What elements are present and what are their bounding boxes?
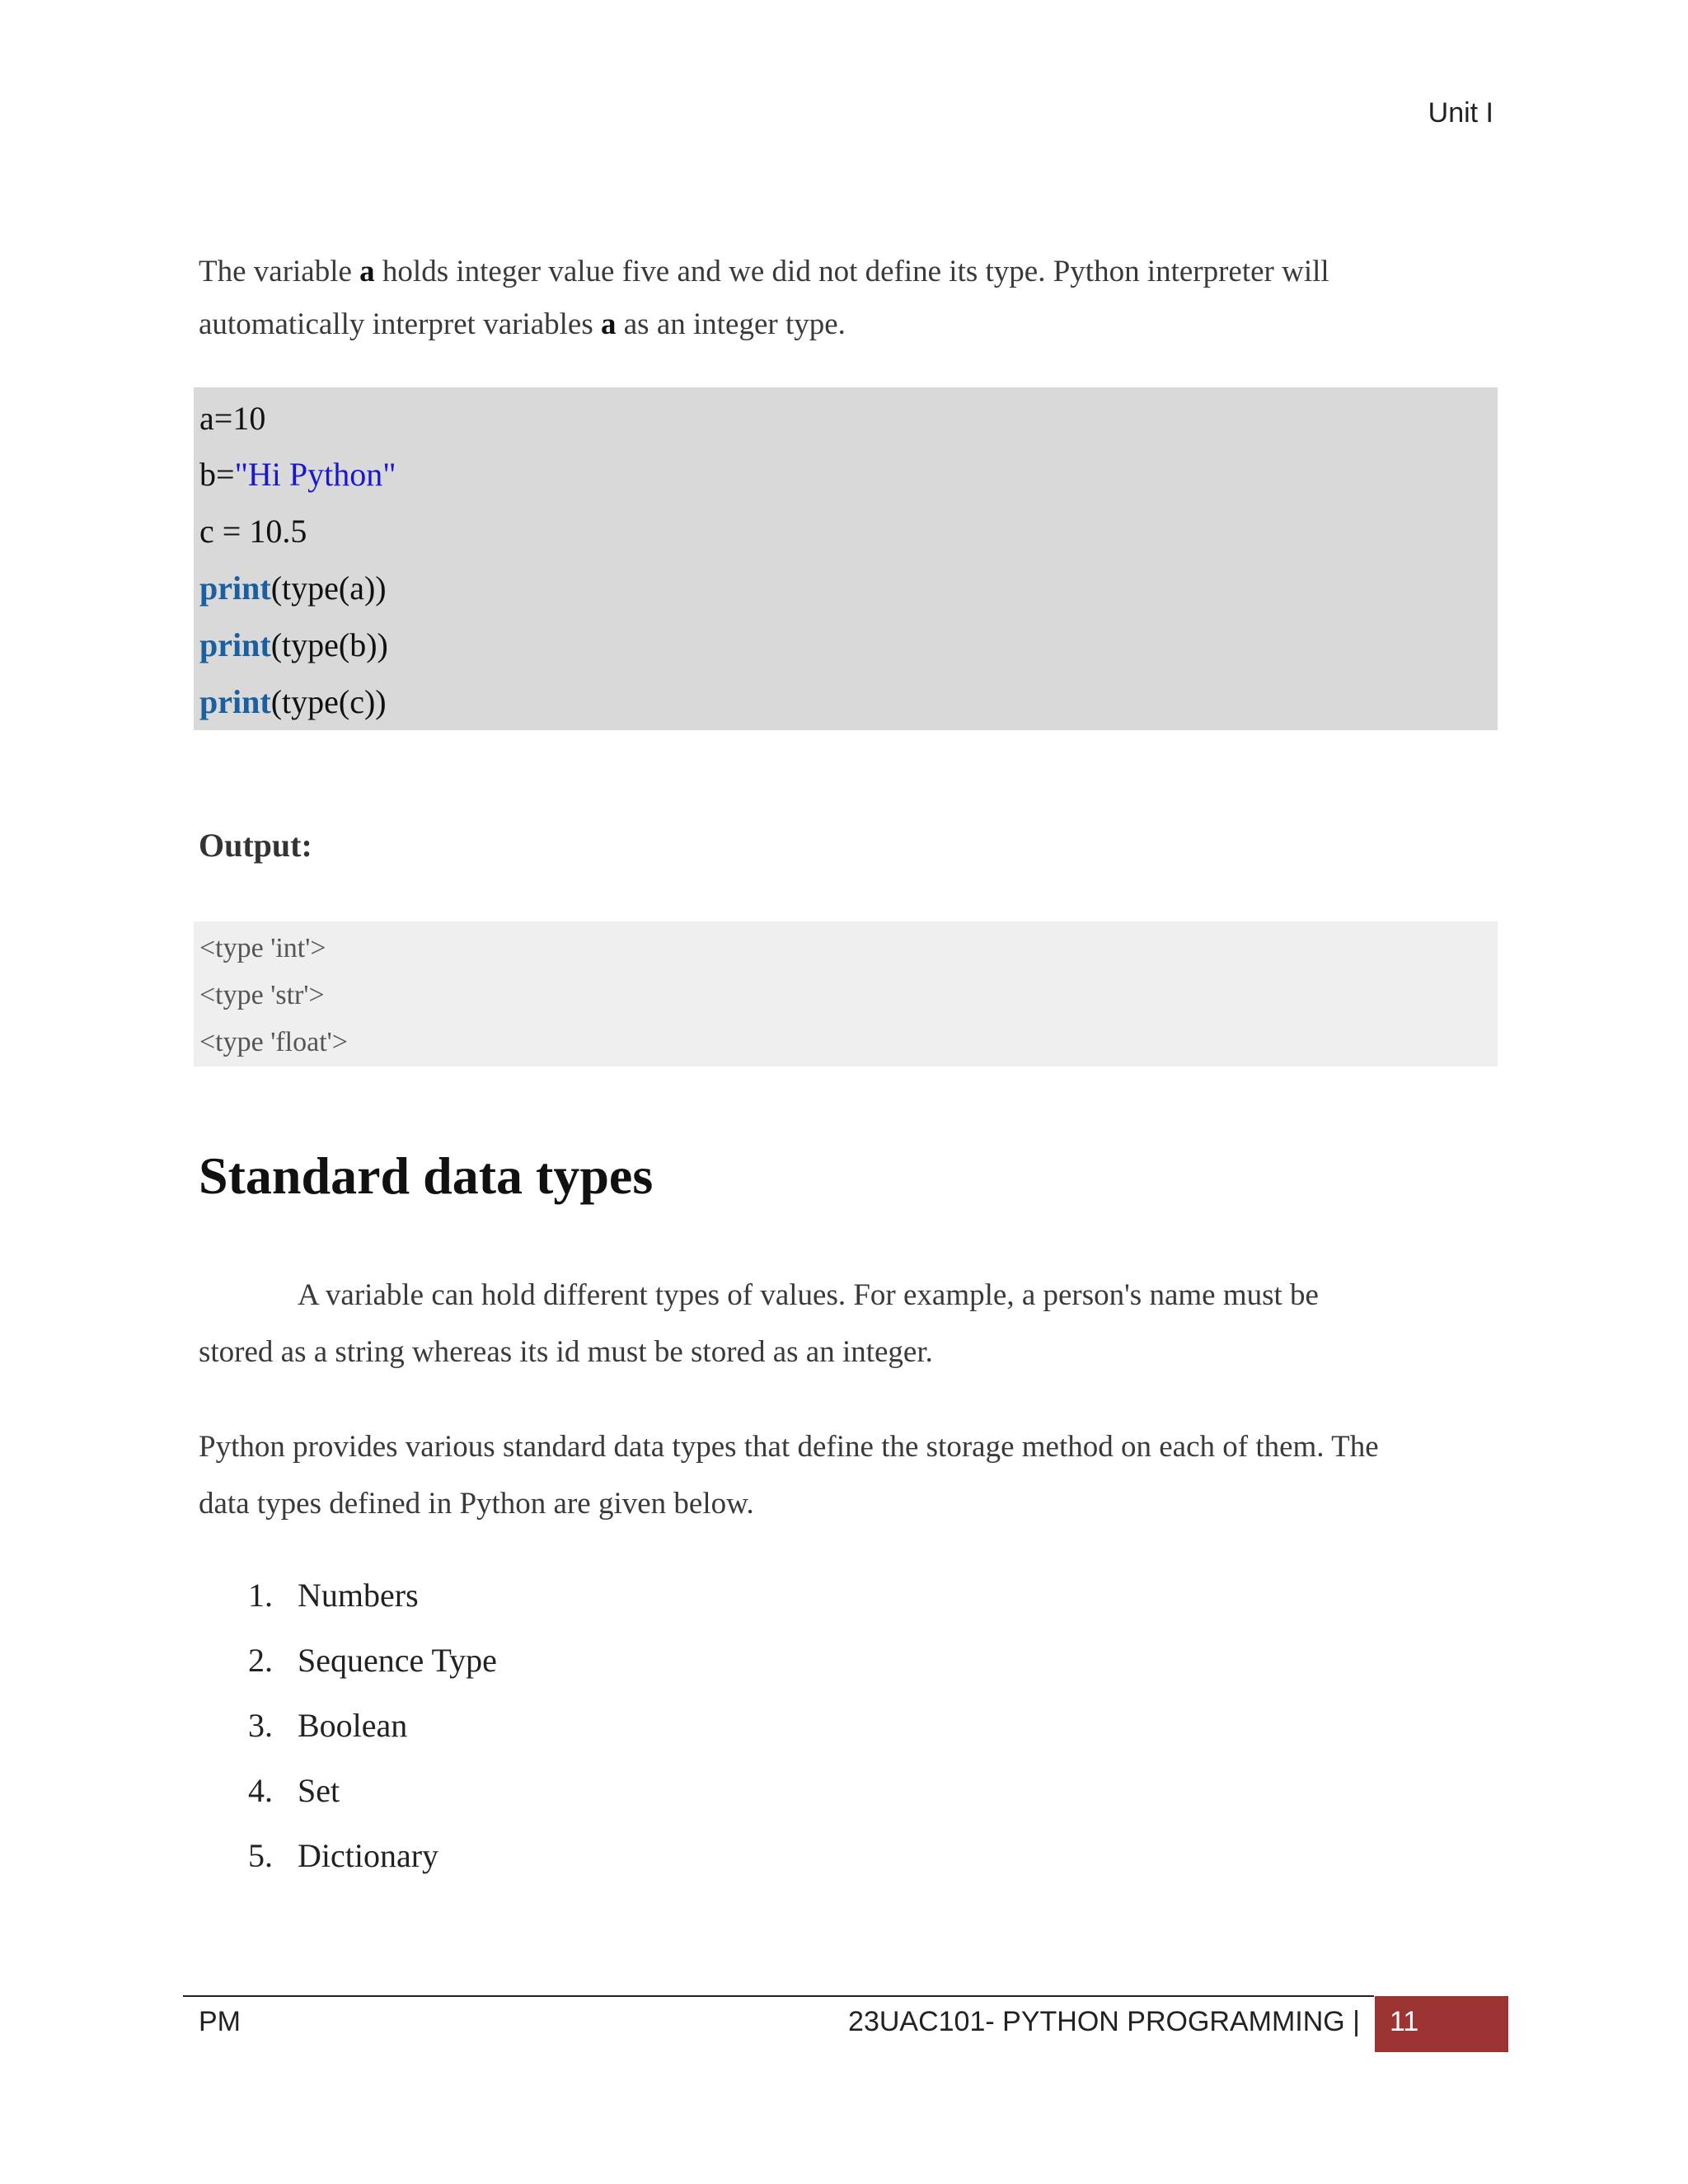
code-args-c: (type(c)): [270, 683, 387, 720]
section-title: Standard data types: [199, 1146, 654, 1205]
page-number-badge: [1375, 1996, 1508, 2052]
code-line-2: [199, 455, 396, 494]
intro-line-1: [199, 246, 1501, 298]
list-item-number: 2.: [248, 1642, 273, 1679]
print-keyword: print: [199, 626, 271, 663]
footer-divider: [183, 1995, 1374, 1997]
footer-author: PM: [199, 2006, 241, 2037]
code-args-a: (type(a)): [270, 569, 387, 607]
output-line: <type 'int'>: [199, 933, 326, 963]
list-item-label: Sequence Type: [298, 1642, 497, 1679]
footer-course-title: 23UAC101- PYTHON PROGRAMMING |: [848, 2006, 1360, 2037]
section-para-2-line-1: Python provides various standard data types that define the storage method on each of them. The: [199, 1430, 1379, 1464]
list-item-number: 5.: [248, 1837, 273, 1874]
code-line-5: [199, 626, 388, 664]
code-args-b: (type(b)): [270, 626, 388, 663]
output-line: <type 'float'>: [199, 1027, 348, 1057]
output-label: Output:: [199, 827, 312, 864]
list-item-label: Set: [298, 1772, 340, 1809]
section-para-1-line-1: A variable can hold different types of values. For example, a person's name must be: [298, 1278, 1319, 1312]
intro-line-2-post: as an integer type.: [616, 307, 846, 341]
section-para-2-line-2: data types defined in Python are given below.: [199, 1487, 754, 1521]
header-unit-label: Unit I: [1428, 97, 1493, 129]
list-item-number: 1.: [248, 1577, 273, 1614]
list-item-label: Boolean: [298, 1707, 408, 1744]
code-line-3: c = 10.5: [199, 513, 307, 550]
print-keyword: print: [199, 683, 271, 720]
output-block: [194, 921, 1498, 1066]
code-line-4: [199, 569, 387, 607]
intro-line-1-post: holds integer value five and we did not define its type. Python interpreter will: [374, 255, 1329, 288]
intro-line-1-pre: The variable: [199, 255, 360, 288]
list-item-label: Dictionary: [298, 1837, 439, 1874]
code-block: [194, 387, 1498, 730]
code-var-b: b=: [199, 456, 235, 493]
output-line: <type 'str'>: [199, 980, 325, 1010]
list-item-number: 4.: [248, 1772, 273, 1809]
section-para-1-line-2: stored as a string whereas its id must be stored as an integer.: [199, 1335, 933, 1369]
intro-line-2: [199, 298, 1501, 351]
code-string-literal: "Hi Python": [234, 456, 396, 493]
intro-var-a-2: a: [601, 307, 617, 341]
intro-var-a: a: [359, 255, 375, 288]
intro-line-2-pre: automatically interpret variables: [199, 307, 601, 341]
code-line-6: [199, 682, 387, 721]
code-line-1: a=10: [199, 400, 266, 437]
print-keyword: print: [199, 569, 271, 607]
page-number: 11: [1390, 2006, 1419, 2037]
list-item-label: Numbers: [298, 1577, 419, 1614]
list-item-number: 3.: [248, 1707, 273, 1744]
